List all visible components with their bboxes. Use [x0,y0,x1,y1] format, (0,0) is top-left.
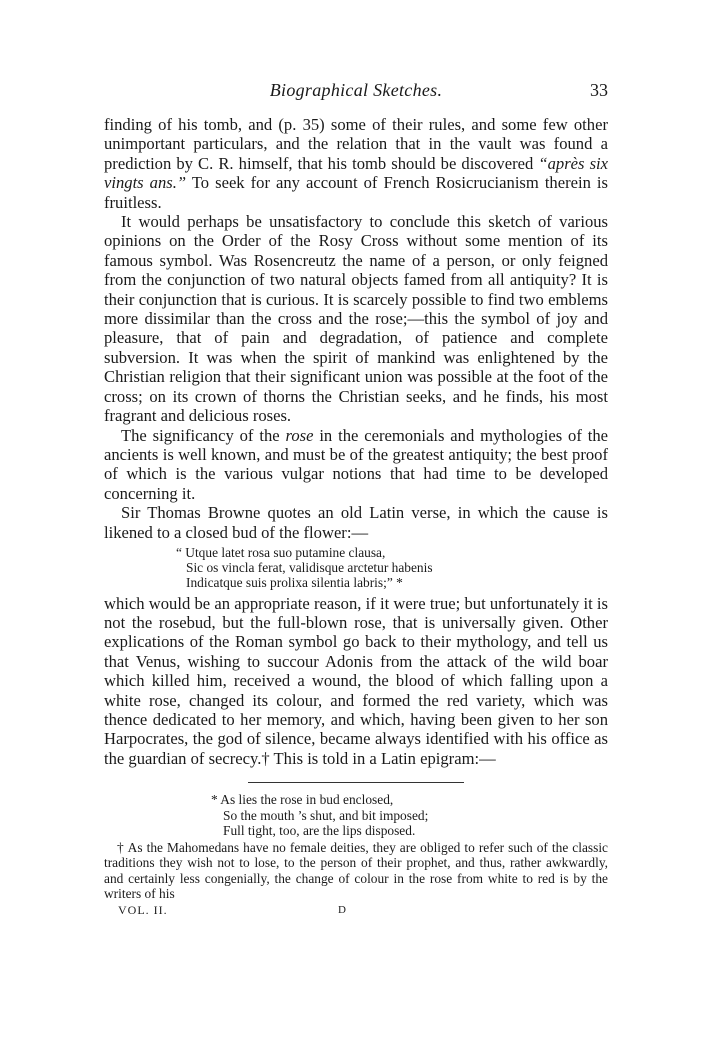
paragraph-5: which would be an appropriate reason, if it were true; but unfortunately it is not the rosebud, but the full-blown rose, that is universally given. Other explications of the Roman symbol go back to their mythology, and tell us that Venus, wishing to succour Adonis from the attack of the wild boar which killed him, received a wound, the blood of which falling upon a white rose, changed its colour, and formed the red variety, which was thence dedicated to her memory, and which, having been given to her son Harpocrates, the god of silence, became always identified with his office as the guardian of secrecy.† This is told in a Latin epigram:— [104,593,608,768]
book-page [104,80,608,921]
paragraph-3-start: The significancy of the [121,425,286,445]
paragraph-4: Sir Thomas Browne quotes an old Latin verse, in which the cause is likened to a closed bud of the flower:— [104,503,608,542]
paragraph-3-end: in the ceremonials and mythologies of the ancients is well known, and must be of the greatest antiquity; the best proof of which is the various vulgar notions that had time to be developed concerning it. [104,425,608,503]
french-quote: “après six vingts ans.” [104,153,609,193]
footnote-1-verse [211,792,608,839]
body-text [104,115,608,768]
verse-line: Sic os vincla ferat, validisque arctetur habenis [186,560,433,576]
volume-mark: VOL. II. [118,902,168,917]
footnote-verse-line: So the mouth ’s shut, and bit imposed; [223,807,429,823]
paragraph-1-end: To seek for any account of French Rosicrucianism therein is fruitless. [104,173,608,212]
verse-line: “ Utque latet rosa suo putamine clausa, [176,544,386,560]
footnote-rule [248,782,464,783]
signature-mark: D [338,903,346,916]
page-footer [104,903,608,921]
paragraph-1-text: finding of his tomb, and (p. 35) some of their rules, and some few other unimportant particulars, and the relation that in the vault was found a prediction by C. R. himself, that his tomb should be discovered [104,115,608,173]
paragraph-2: It would perhaps be unsatisfactory to conclude this sketch of various opinions on the Order of the Rosy Cross without some mention of its famous symbol. Was Rosencreutz the name of a person, or only feigned from the conjunction of two natural objects famed from all antiquity? It is their conjunction that is curious. It is scarcely possible to find two emblems more dissimilar than the cross and the rose;—this the symbol of joy and pleasure, that of pain and degradation, of patience and complete subversion. It was when the spirit of mankind was enlightened by the Christian religion that their significant union was possible at the foot of the cross; on its crown of thorns the Christian seeks, and he finds, his most fragrant and delicious roses. [104,212,608,426]
footnote-2: † As the Mahomedans have no female deities, they are obliged to refer such of the classic traditions they wish not to lose, to the person of their prophet, and thus, rather awkwardly, and certainly less congenially, the change of colour in the rose from white to red is by the writers of his [104,839,608,902]
latin-verse [176,545,608,591]
paragraph-3 [104,426,608,504]
paragraph-1 [104,115,608,212]
footnote-verse-line: * As lies the rose in bud enclosed, [211,792,394,808]
page-header [104,80,608,110]
footnote-verse-line: Full tight, too, are the lips disposed. [223,823,416,839]
rose-italic: rose [285,425,314,445]
page-number: 33 [590,80,608,100]
verse-line: Indicatque suis prolixa silentia labris;” * [186,575,403,591]
running-title: Biographical Sketches. [269,80,443,100]
